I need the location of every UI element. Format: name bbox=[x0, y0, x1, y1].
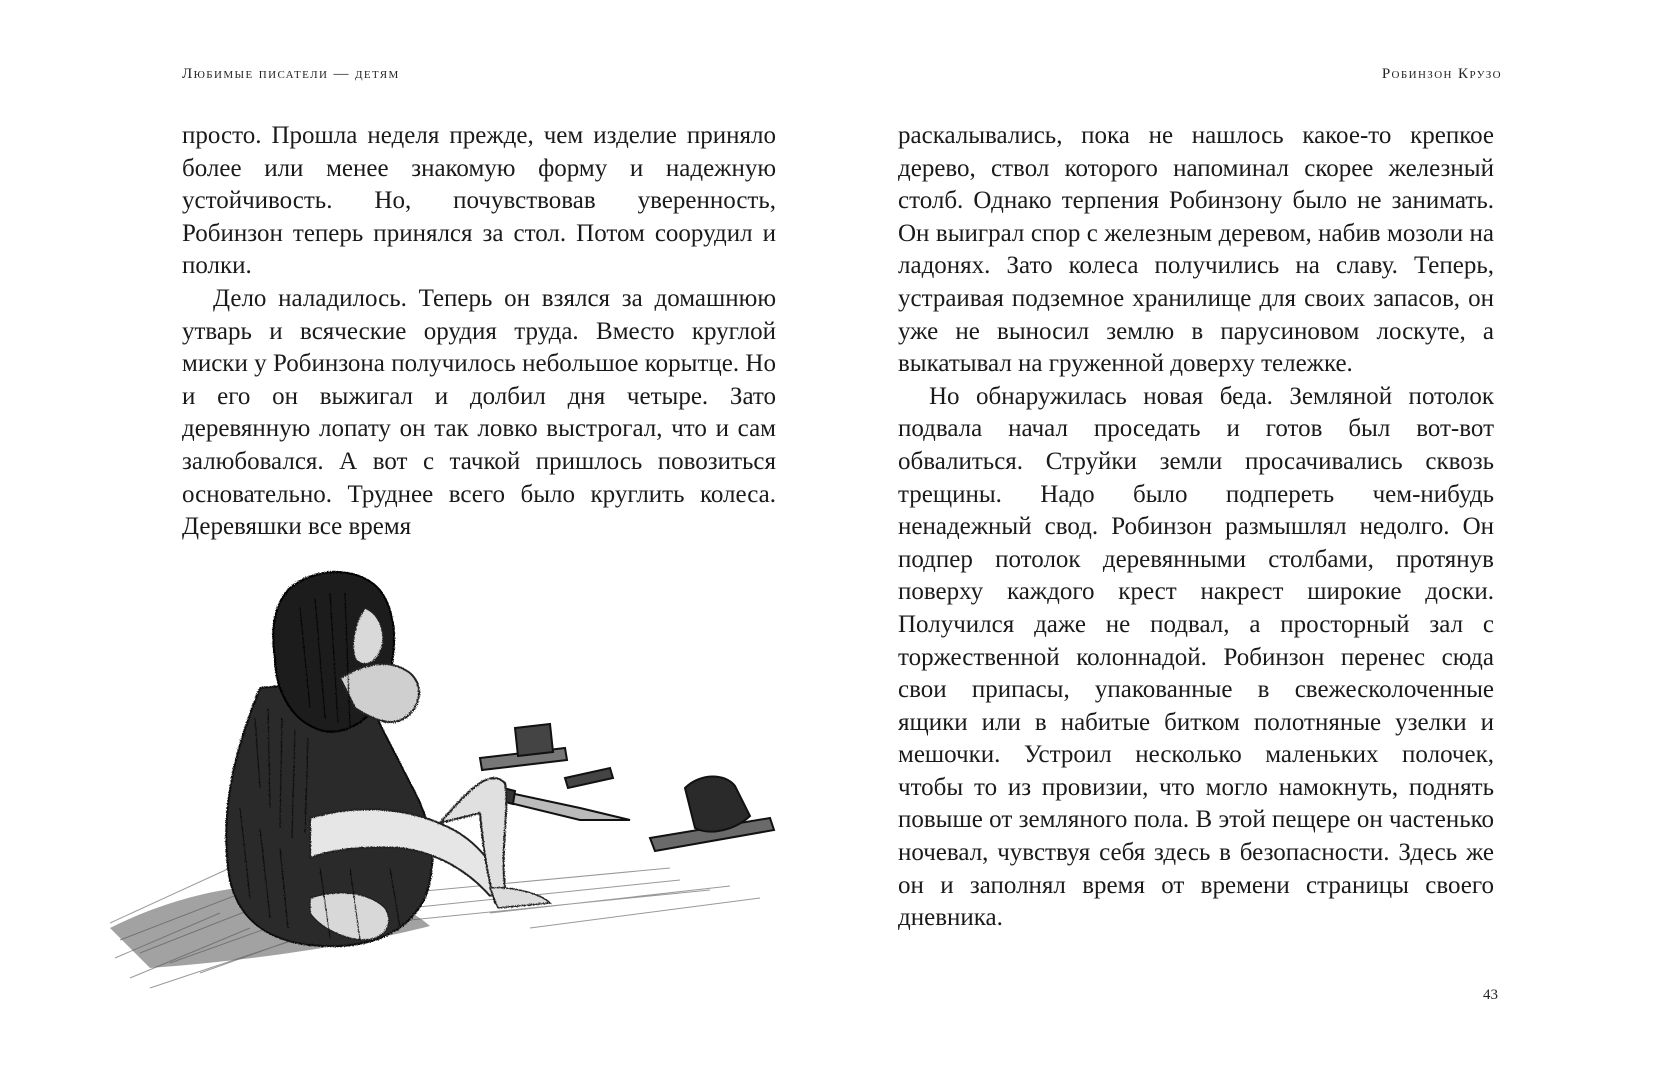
left-paragraph-2: Дело наладилось. Теперь он взялся за домашнюю утварь и всяческие орудия труда. Вместо круглой миски у Робинзона получилось небольшое корытце. Но и его он выжигал и долбил дня четыре. Зато деревянную лопату он так ловко выстрогал, что и сам залюбовался. А вот с тачкой пришлось повозиться основательно. Труднее всего было круглить колеса. Деревяшки все время bbox=[182, 284, 776, 541]
left-paragraph-1: просто. Прошла неделя прежде, чем изделие приняло более или менее знакомую форму и надежную устойчивость. Но, почувствовав уверенность, Робинзон теперь принялся за стол. Потом соорудил и полки. bbox=[182, 122, 776, 280]
right-paragraph-1: раскалывались, пока не нашлось какое-то крепкое дерево, ствол которого напоминал скорее железный столб. Однако терпения Робинзону было не занимать. Он выиграл спор с железным деревом, набив мозоли на ладонях. Зато колеса получились на славу. Теперь, устраивая подземное хранилище для своих запасов, он уже не выносил землю в парусиновом лоскуте, а выкатывал на груженной доверху тележке. bbox=[898, 122, 1494, 378]
right-paragraph-2: Но обнаружилась новая беда. Земляной потолок подвала начал проседать и готов был вот-вот обвалиться. Струйки земли просачивались сквозь трещины. Надо было подпереть чем-нибудь ненадежный свод. Робинзон размышлял недолго. Он подпер потолок деревянными столбами, протянув поверху каждого крест накрест широкие доски. Получился даже не подвал, а просторный зал с торжественной колоннадой. Робинзон перенес сюда свои припасы, упакованные в свежесколоченные ящики или в набитые битком полотняные узелки и мешочки. Устроил несколько маленьких полочек, чтобы то из провизии, что могло намокнуть, поднять повыше от земляного пола. В этой пещере он частенько ночевал, чувствуя себя здесь в безопасности. Здесь же он и заполнял время от времени страницы своего дневника. bbox=[898, 382, 1494, 932]
hammer-icon bbox=[480, 724, 567, 770]
robinson-sketch-illustration bbox=[110, 568, 830, 1008]
running-head-right: Робинзон Крузо bbox=[1381, 66, 1502, 82]
right-page-text bbox=[898, 120, 1494, 935]
axe-icon bbox=[650, 776, 774, 851]
running-head-left: Любимые писатели — детям bbox=[182, 66, 400, 82]
chisel-icon bbox=[565, 768, 613, 788]
left-page-text bbox=[182, 120, 776, 544]
page-number: 43 bbox=[1483, 987, 1498, 1003]
